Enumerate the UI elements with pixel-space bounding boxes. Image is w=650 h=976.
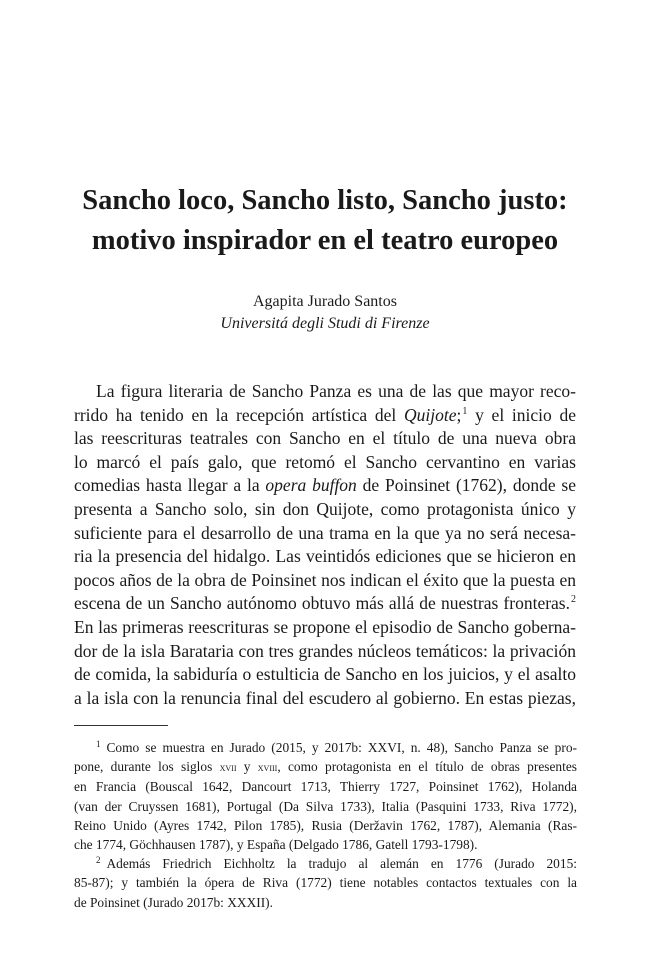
footnote-line: 85-87); y también la ópera de Riva (1772) tiene notables contactos textuales con la [74,875,577,891]
footnote-line: che 1774, Göchhausen 1787), y España (Delgado 1786, Gatell 1793-1798). [74,837,478,853]
text-run: escena de un Sancho autónomo obtuvo más allá de nuestras fronteras. [74,593,570,614]
work-title: Quijote [403,404,457,425]
body-line: presenta a Sancho solo, sin don Quijote, como protagonista único y [74,498,576,519]
body-line: La figura literaria de Sancho Panza es una de las que mayor reco- [96,381,576,401]
footnote-line [74,757,577,777]
text-run: , como protagonista en el título de obras presentes [277,759,577,775]
text-run: y [236,759,258,775]
footnote-number: 1 [96,739,101,749]
body-line [74,474,576,498]
footnote-ref: 1 [462,405,468,417]
work-title: opera buffon [265,475,357,496]
body-line: rrido ha tenido en la recepción artística del Quijote;$^1$ y el inicio de [74,404,576,425]
footnote-separator [74,725,168,726]
text-run: pone, durante los siglos [74,759,220,775]
body-line: de comida, la sabiduría o estulticia de Sancho en los juicios, y el asalto [74,664,576,685]
body-line: dor de la isla Barataria con tres grandes núcleos temáticos: la privación [74,640,576,661]
footnote-line [74,854,577,873]
footnote-line: de Poinsinet (Jurado 2017b: XXXII). [74,894,273,910]
body-line: pocos años de la obra de Poinsinet nos indican el éxito que la puesta en [74,569,576,590]
text-run: rrido ha tenido en la recepción artística del [74,404,404,425]
century-numeral: xviii [257,760,278,775]
body-paragraph [74,380,576,710]
author-name: Agapita Jurado Santos [253,293,397,310]
text-run: Además Friedrich Eichholtz la tradujo al alemán en 1776 (Jurado 2015: [106,856,577,872]
text-run: y el inicio de [467,404,576,425]
body-line: lo marcó el país galo, que retomó el Sancho cervantino en varias [74,451,576,472]
body-line: a la isla con la renuncia final del escudero al gobierno. En estas piezas, [74,687,576,708]
text-run: Como se muestra en Jurado (2015, y 2017b: XXVI, n. 48), Sancho Panza se pro- [106,740,577,755]
body-line: suficiente para el desarrollo de una trama en la que ya no será necesa- [74,522,576,543]
footnote-line: en Francia (Bouscal 1642, Dancourt 1713, Thierry 1727, Poinsinet 1762), Holanda [74,779,577,795]
footnotes [74,738,577,912]
footnote-number: 2 [96,855,101,866]
body-line: las reescrituras teatrales con Sancho en el título de una nueva obra [74,428,576,449]
text-run: comedias hasta llegar a la [74,475,266,496]
footnote-ref: 2 [571,594,576,606]
body-line: ria la presencia del hidalgo. Las veintidós ediciones que se hicieron en [74,546,576,567]
body-line: En las primeras reescrituras se propone el episodio de Sancho goberna- [74,616,576,637]
body-line [74,592,576,616]
century-numeral: xvii [219,760,237,775]
author-affiliation: Universitá degli Studi di Firenze [220,315,430,332]
footnote-line: (van der Cruyssen 1681), Portugal (Da Silva 1733), Italia (Pasquini 1733, Riva 1772), [74,798,577,814]
text-run: de Poinsinet (1762), donde se [356,475,576,496]
footnote-line: Reino Unido (Ayres 1742, Pilon 1785), Rusia (Deržavin 1762, 1787), Alemania (Ras- [74,817,577,833]
title-line: motivo inspirador en el teatro europeo [91,225,559,256]
footnote-line [74,738,577,757]
title-line: Sancho loco, Sancho listo, Sancho justo: [82,185,568,216]
article-title [60,181,590,261]
